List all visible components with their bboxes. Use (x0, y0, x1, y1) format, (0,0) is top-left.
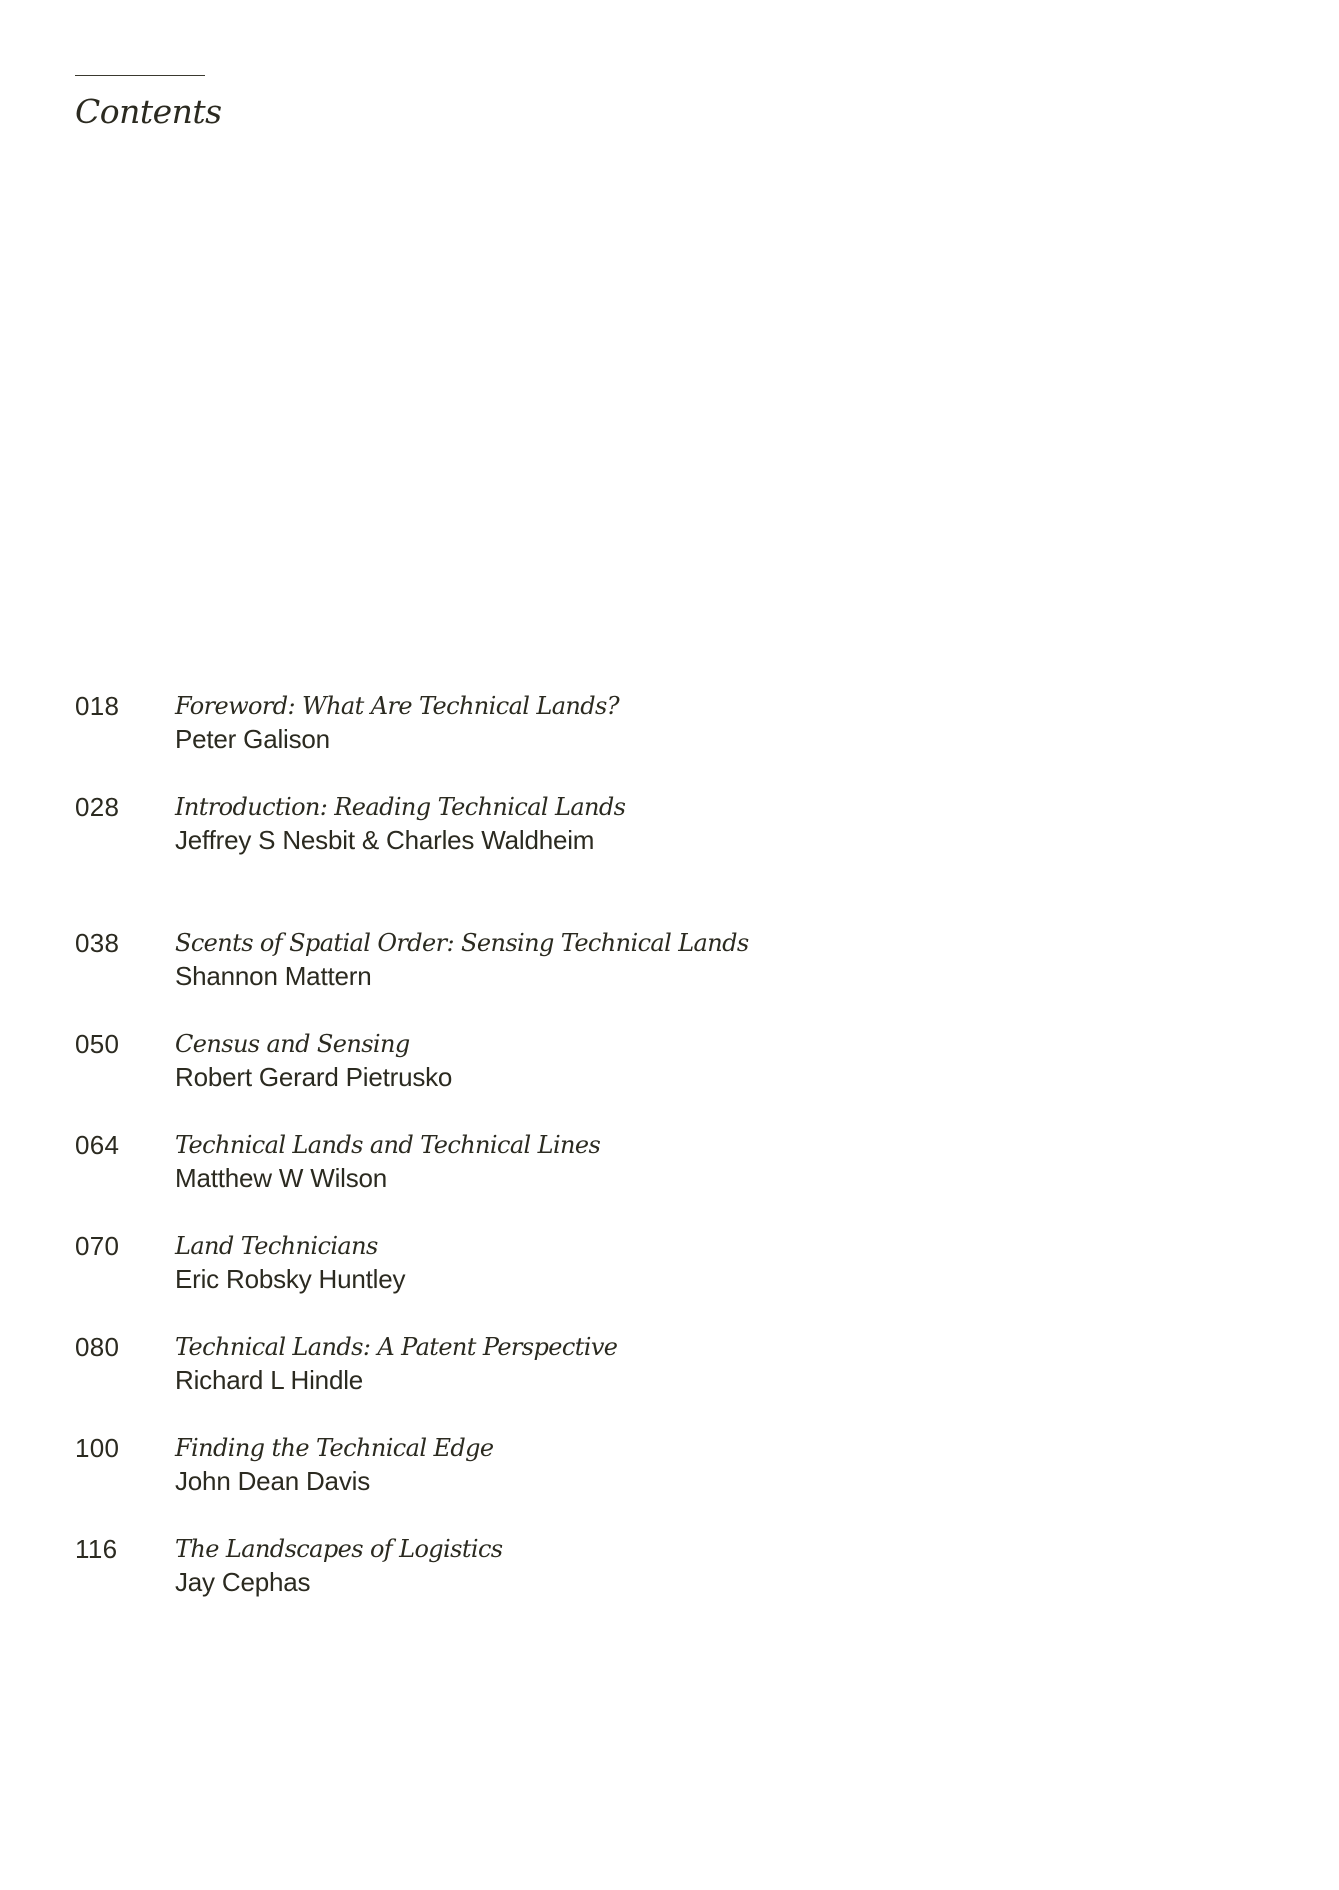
toc-page-number: 028 (75, 792, 120, 822)
toc-page-number: 050 (75, 1029, 120, 1059)
toc-entry-title: Introduction: Reading Technical Lands (175, 793, 626, 821)
toc-page-number: 064 (75, 1130, 120, 1160)
toc-entry-author: Eric Robsky Huntley (175, 1264, 406, 1294)
toc-page-number: 018 (75, 691, 120, 721)
toc-page-number: 080 (75, 1332, 120, 1362)
toc-entry[interactable] (75, 927, 1255, 997)
toc-entry-author: Jeffrey S Nesbit & Charles Waldheim (175, 825, 595, 855)
page-title: Contents (75, 92, 222, 131)
toc-entry[interactable] (75, 1129, 1255, 1199)
toc-page-number: 100 (75, 1433, 120, 1463)
toc-entry-title: Technical Lands: A Patent Perspective (175, 1333, 618, 1361)
toc-entry-author: Matthew W Wilson (175, 1163, 388, 1193)
toc-page-number: 116 (75, 1534, 118, 1564)
toc-entry[interactable] (75, 1533, 1255, 1603)
header-rule (75, 75, 205, 76)
toc-entry[interactable] (75, 791, 1255, 861)
toc-entry-title: Census and Sensing (175, 1030, 410, 1058)
toc-page-number: 038 (75, 928, 120, 958)
toc-entry-author: John Dean Davis (175, 1466, 370, 1496)
toc-entry[interactable] (75, 1331, 1255, 1401)
toc-entry-title: The Landscapes of Logistics (175, 1535, 503, 1563)
toc-entry-author: Jay Cephas (175, 1567, 311, 1597)
toc-entry-title: Scents of Spatial Order: Sensing Technical Lands (175, 929, 749, 957)
toc-entry-author: Peter Galison (175, 724, 330, 754)
toc-entry-title: Foreword: What Are Technical Lands? (175, 692, 620, 720)
toc-entry-title: Land Technicians (175, 1232, 378, 1260)
toc-entry[interactable] (75, 1432, 1255, 1502)
toc-entry-author: Robert Gerard Pietrusko (175, 1062, 453, 1092)
toc-entry[interactable] (75, 1230, 1255, 1300)
toc-entry-title: Technical Lands and Technical Lines (175, 1131, 601, 1159)
toc-entry-author: Richard L Hindle (175, 1365, 364, 1395)
toc-entry-author: Shannon Mattern (175, 961, 372, 991)
toc-entry[interactable] (75, 690, 1255, 760)
toc-page-number: 070 (75, 1231, 120, 1261)
toc-entry-title: Finding the Technical Edge (175, 1434, 494, 1462)
toc-entry[interactable] (75, 1028, 1255, 1098)
